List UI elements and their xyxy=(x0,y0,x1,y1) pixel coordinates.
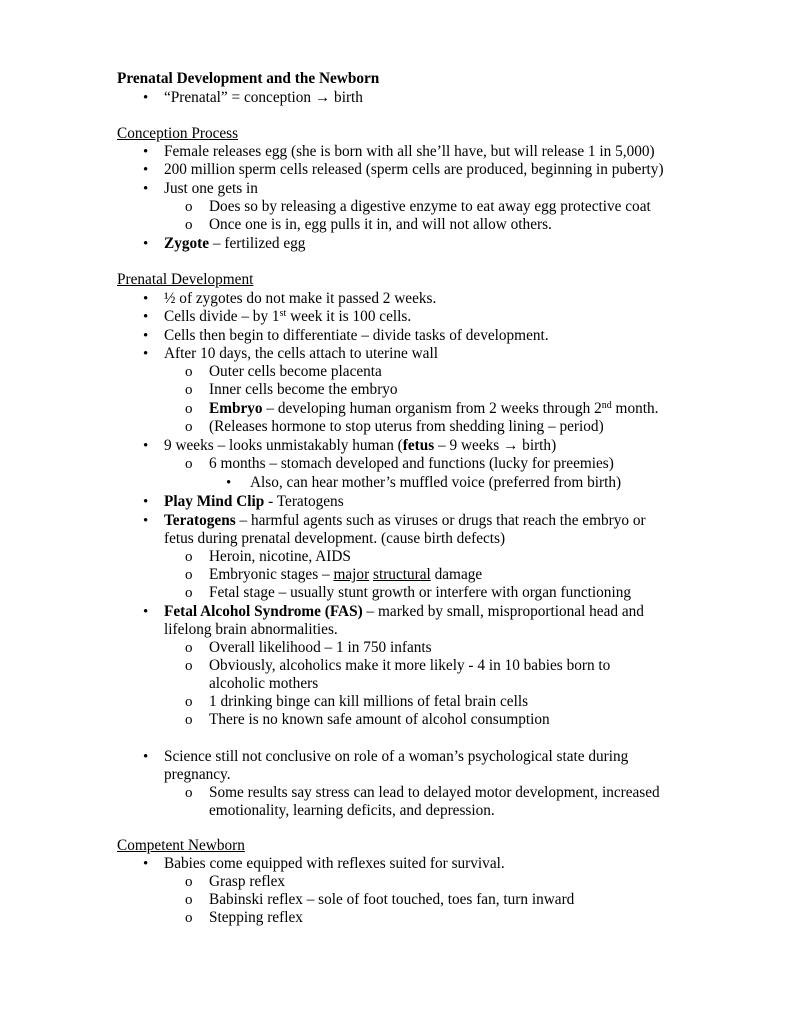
item-text-mid: – 9 weeks xyxy=(434,437,504,454)
list-item xyxy=(164,235,305,253)
definition-text-end: month. xyxy=(611,400,659,417)
sub-bullet-icon: o xyxy=(185,549,193,565)
sub-bullet-icon: o xyxy=(185,401,193,417)
list-item-continuation: lifelong brain abnormalities. xyxy=(164,621,338,638)
section-heading-newborn: Competent Newborn xyxy=(117,837,245,854)
list-item-continuation: pregnancy. xyxy=(164,766,231,783)
sub-bullet-icon: o xyxy=(185,658,193,674)
definition-text: – harmful agents such as viruses or drugs that reach the embryo or xyxy=(235,512,646,529)
definition-text: – marked by small, misproportional head and xyxy=(362,603,644,620)
sub-list-item-continuation: alcoholic mothers xyxy=(209,675,319,692)
sub-sub-list-item: Also, can hear mother’s muffled voice (preferred from birth) xyxy=(250,474,622,491)
section-heading-conception: Conception Process xyxy=(117,125,239,142)
sub-bullet-icon: o xyxy=(185,567,193,583)
list-item xyxy=(164,493,344,511)
sub-list-item xyxy=(209,566,482,584)
list-item xyxy=(164,437,556,455)
list-item: Babies come equipped with reflexes suited for survival. xyxy=(164,855,505,872)
sub-list-item: Does so by releasing a digestive enzyme to eat away egg protective coat xyxy=(209,198,651,215)
bullet-icon: • xyxy=(143,162,149,178)
bullet-icon: • xyxy=(143,749,149,765)
sub-bullet-icon: o xyxy=(185,874,193,890)
sub-list-item: (Releases hormone to stop uterus from shedding lining – period) xyxy=(209,418,604,435)
sub-list-item: 1 drinking binge can kill millions of fetal brain cells xyxy=(209,693,529,710)
bullet-icon: • xyxy=(143,181,149,197)
bullet-icon: • xyxy=(143,328,149,344)
bullet-icon: • xyxy=(143,90,149,106)
list-item: Female releases egg (she is born with all she’ll have, but will release 1 in 5,000) xyxy=(164,143,655,160)
list-item: ½ of zygotes do not make it passed 2 weeks. xyxy=(164,290,437,307)
bullet-icon: • xyxy=(143,236,149,252)
bullet-icon: • xyxy=(143,438,149,454)
sub-list-item: Grasp reflex xyxy=(209,873,286,890)
item-text: 9 weeks – looks unmistakably human ( xyxy=(164,437,403,454)
superscript: nd xyxy=(601,400,612,411)
sub-bullet-icon: o xyxy=(185,199,193,215)
sub-bullet-icon: o xyxy=(185,364,193,380)
superscript: st xyxy=(279,308,287,319)
section-heading-prenatal: Prenatal Development xyxy=(117,271,254,288)
sub-list-item: There is no known safe amount of alcohol consumption xyxy=(209,711,550,728)
sub-bullet-icon: o xyxy=(185,640,193,656)
bullet-icon: • xyxy=(143,856,149,872)
document-title: Prenatal Development and the Newborn xyxy=(117,70,380,87)
list-item-continuation: fetus during prenatal development. (cause birth defects) xyxy=(164,530,506,547)
item-text-end: week it is 100 cells. xyxy=(286,308,412,325)
item-text-end: birth) xyxy=(518,437,557,454)
sub-list-item: Some results say stress can lead to delayed motor development, increased xyxy=(209,784,660,801)
sub-bullet-icon: o xyxy=(185,712,193,728)
arrow-right-icon: → xyxy=(314,89,331,106)
definition-text: – fertilized egg xyxy=(209,235,306,252)
sub-list-item: Babinski reflex – sole of foot touched, toes fan, turn inward xyxy=(209,891,575,908)
term-bold: Embryo xyxy=(209,400,263,417)
intro-text-end: birth xyxy=(330,89,363,106)
bullet-icon: • xyxy=(143,309,149,325)
sub-list-item: Stepping reflex xyxy=(209,909,303,926)
sub-bullet-icon: o xyxy=(185,456,193,472)
term-bold: Zygote xyxy=(164,235,210,252)
sub-bullet-icon: o xyxy=(185,892,193,908)
sub-list-item: Overall likelihood – 1 in 750 infants xyxy=(209,639,432,656)
term-bold: Fetal Alcohol Syndrome (FAS) xyxy=(164,603,363,620)
sub-list-item: Outer cells become placenta xyxy=(209,363,382,380)
underlined-word: structural xyxy=(373,566,431,583)
list-item: 200 million sperm cells released (sperm cells are produced, beginning in puberty) xyxy=(164,161,664,178)
bullet-icon: • xyxy=(143,494,149,510)
sub-bullet-icon: o xyxy=(185,694,193,710)
intro-line xyxy=(164,89,363,107)
sub-list-item: Once one is in, egg pulls it in, and will not allow others. xyxy=(209,216,552,233)
definition-text: – developing human organism from 2 weeks through 2 xyxy=(262,400,602,417)
sub-bullet-icon: o xyxy=(185,585,193,601)
bullet-icon: • xyxy=(143,346,149,362)
sub-list-item: Fetal stage – usually stunt growth or interfere with organ functioning xyxy=(209,584,631,601)
list-item: After 10 days, the cells attach to uterine wall xyxy=(164,345,438,362)
list-item: Science still not conclusive on role of a woman’s psychological state during xyxy=(164,748,629,765)
bullet-icon: • xyxy=(143,144,149,160)
bullet-icon: • xyxy=(226,475,232,491)
list-item: Just one gets in xyxy=(164,180,258,197)
bullet-icon: • xyxy=(143,291,149,307)
term-bold: fetus xyxy=(402,437,435,454)
intro-text: “Prenatal” = conception xyxy=(164,89,312,106)
term-bold: Play Mind Clip xyxy=(164,493,265,510)
item-text: - Teratogens xyxy=(264,493,344,510)
item-text-end: damage xyxy=(430,566,483,583)
underlined-word: major xyxy=(333,566,370,583)
sub-list-item xyxy=(209,400,658,418)
sub-bullet-icon: o xyxy=(185,217,193,233)
bullet-icon: • xyxy=(143,604,149,620)
sub-list-item-continuation: emotionality, learning deficits, and depression. xyxy=(209,802,495,819)
sub-bullet-icon: o xyxy=(185,910,193,926)
sub-bullet-icon: o xyxy=(185,419,193,435)
sub-list-item: Heroin, nicotine, AIDS xyxy=(209,548,351,565)
sub-list-item: 6 months – stomach developed and functions (lucky for preemies) xyxy=(209,455,614,472)
item-text: Cells divide – by 1 xyxy=(164,308,280,325)
sub-bullet-icon: o xyxy=(185,382,193,398)
sub-bullet-icon: o xyxy=(185,785,193,801)
list-item: Cells then begin to differentiate – divide tasks of development. xyxy=(164,327,549,344)
sub-list-item: Obviously, alcoholics make it more likely - 4 in 10 babies born to xyxy=(209,657,611,674)
item-text: Embryonic stages – xyxy=(209,566,334,583)
list-item xyxy=(164,603,644,621)
term-bold: Teratogens xyxy=(164,512,236,529)
bullet-icon: • xyxy=(143,513,149,529)
list-item xyxy=(164,512,646,530)
arrow-right-icon: → xyxy=(503,437,519,454)
sub-list-item: Inner cells become the embryo xyxy=(209,381,398,398)
list-item xyxy=(164,308,411,326)
